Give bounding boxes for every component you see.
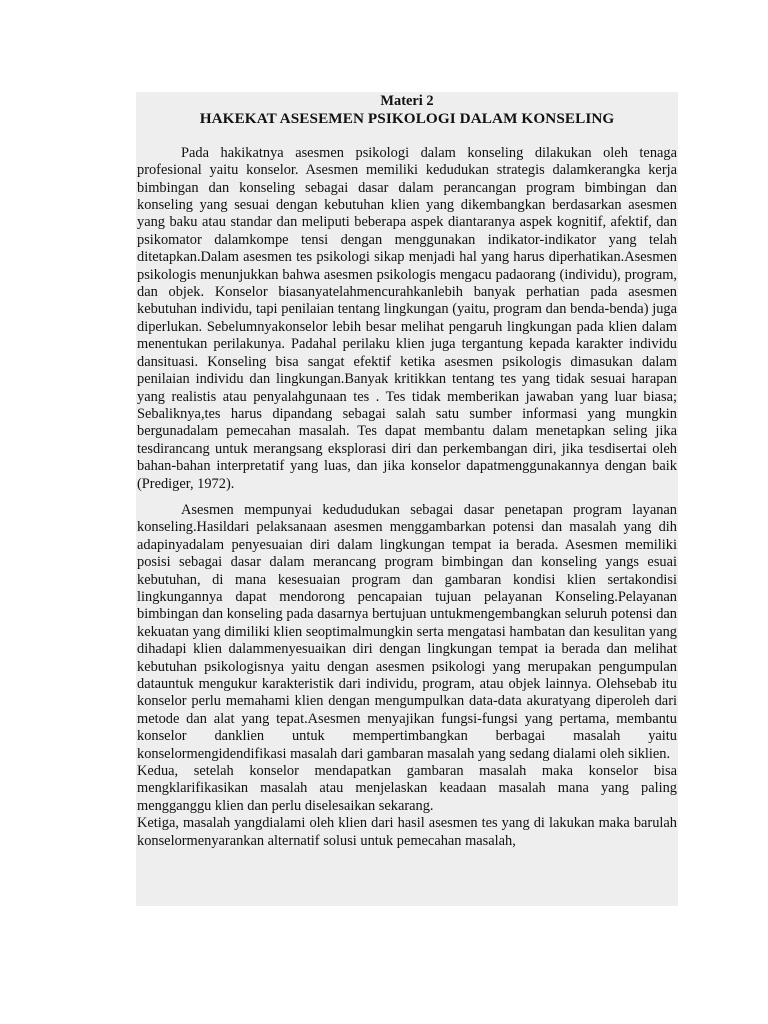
document-title: HAKEKAT ASESEMEN PSIKOLOGI DALAM KONSELING (199, 110, 615, 128)
paragraph-2: Asesmen mempunyai kedududukan sebagai dasar penetapan program layanan konseling.Hasildari pelaksanaan asesmen menggambarkan potensi dan masalah yang dih adapinyadalam penyesuaian diri dalam lingkungan tempat ia berada. Asesmen memiliki posisi sebagai dasar dalam merancang program bimbingan dan konseling yangs esuai kebutuhan, di mana kesesuaian program dan gambaran kondisi klien sertakondisi lingkungannya dapat mendorong pencapaian tujuan pelayanan Konseling.Pelayanan bimbingan dan konseling pada dasarnya bertujuan untukmengembangkan seluruh potensi dan kekuatan yang dimiliki klien seoptimalmungkin serta mengatasi hambatan dan kesulitan yang dihadapi klien dalammenyesuaikan diri dengan lingkungan tempat ia berada dan melihat kebutuhan psikologisnya yaitu dengan asesmen psikologi yang merupakan pengumpulan datauntuk mengukur karakteristik dari individu, program, atau objek lainnya. Olehsebab itu konselor perlu memahami klien dengan mengumpulkan data-data akuratyang diperoleh dari metode dan alat yang tepat.Asesmen menyajikan fungsi-fungsi yang pertama, membantu konselor danklien untuk mempertimbangkan berbagai masalah yaitu konselormengidendifikasi masalah dari gambaran masalah yang sedang dialami oleh siklien. (137, 501, 677, 762)
paragraph-4: Ketiga, masalah yangdialami oleh klien dari hasil asesmen tes yang di lakukan maka barulah konselormenyarankan alternatif solusi untuk pemecahan masalah, (137, 815, 677, 849)
document-heading: Materi 2 (380, 93, 434, 109)
paragraph-1: Pada hakikatnya asesmen psikologi dalam konseling dilakukan oleh tenaga profesional yaitu konselor. Asesmen memiliki kedudukan strategis dalamkerangka kerja bimbingan dan konseling sebagai dasar dalam perancangan program bimbingan dan konseling yang sesuai dengan kebutuhan klien yang dikembangkan berdasarkan asesmen yang baku atau standar dan meliputi beberapa aspek diantaranya aspek kognitif, afektif, dan psikomator dalamkompe tensi dengan menggunakan indikator-indikator yang telah ditetapkan.Dalam asesmen tes psikologi sikap menjadi hal yang harus diperhatikan.Asesmen psikologis menunjukkan bahwa asesmen psikologis mengacu padaorang (individu), program, dan objek. Konselor biasanyatelahmencurahkanlebih banyak perhatian pada asesmen kebutuhan individu, tapi penilaian tentang lingkungan (yaitu, program dan benda-benda) juga diperlukan. Sebelumnyakonselor lebih besar melihat pengaruh lingkungan pada klien dalam menentukan perilakunya. Padahal perilaku klien juga tergantung kepada karakter individu dansituasi. Konseling bisa sangat efektif ketika asesmen psikologis dimasukan dalam penilaian individu dan lingkungan.Banyak kritikkan tentang tes yang tidak sesuai harapan yang realistis atau penyalahgunaan tes . Tes tidak memberikan jawaban yang luar biasa; Sebaliknya,tes harus dipandang sebagai salah satu sumber informasi yang mungkin bergunadalam pemecahan masalah. Tes dapat membantu dalam menetapkan seling jika tesdirancang untuk merangsang eksplorasi diri dan perkembangan diri, jika tesdisertai oleh bahan-bahan interpretatif yang luas, dan jika konselor dapatmenggunakannya dengan baik (Prediger, 1972). (137, 144, 677, 492)
paragraph-3: Kedua, setelah konselor mendapatkan gambaran masalah maka konselor bisa mengklarifikasikan masalah atau menjelaskan keadaan masalah mana yang paling mengganggu klien dan perlu diselesaikan sekarang. (137, 763, 677, 814)
document-text-block (136, 92, 678, 906)
